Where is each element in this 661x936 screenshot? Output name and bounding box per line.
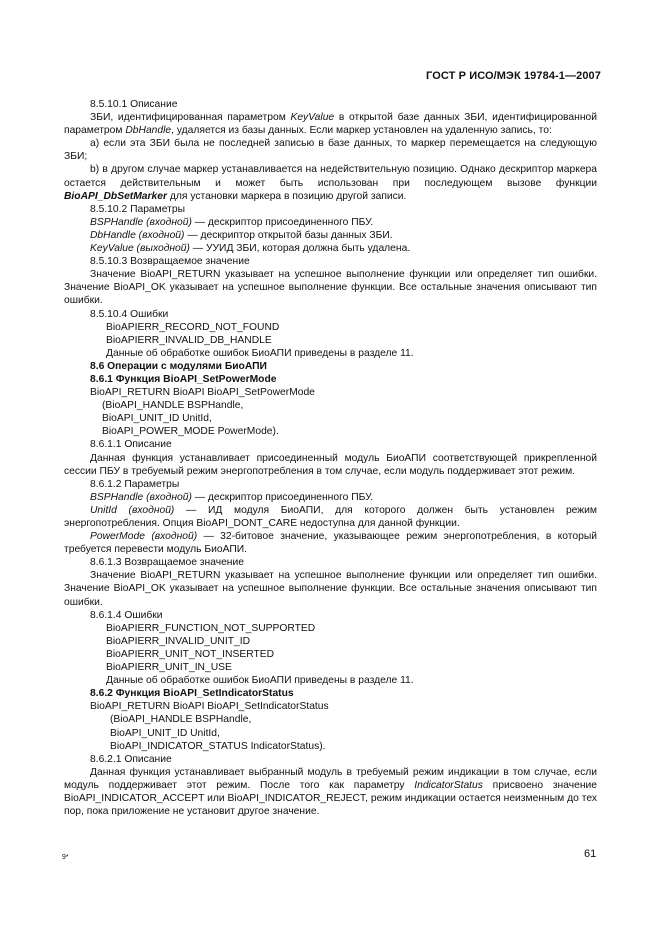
section-heading: 8.6.2.1 Описание xyxy=(90,753,172,765)
footer-mark: 9* xyxy=(62,854,69,861)
paragraph: Данные об обработке ошибок БиоАПИ приведены в разделе 11. xyxy=(106,675,414,687)
section-heading: 8.6.1.2 Параметры xyxy=(90,478,180,490)
code-line: BioAPI_RETURN BioAPI BioAPI_SetIndicatorStatus xyxy=(90,701,329,713)
page-body xyxy=(64,98,597,818)
code-line: BioAPI_POWER_MODE PowerMode). xyxy=(102,426,279,438)
paragraph: Данная функция устанавливает выбранный модуль в требуемый режим индикации в том случае, если модуль поддерживает этот режим. После того как параметру IndicatorStatus присвоено значение BioAPI_INDICATOR_ACCEPT или BioAPI_INDICATOR_REJECT, режим индикации остается неизменным до тех пор, пока приложение не установит другое значение. xyxy=(64,766,597,818)
parameter-line: BSPHandle (входной) — дескриптор присоединенного ПБУ. xyxy=(90,491,374,503)
section-heading: 8.6.1.4 Ошибки xyxy=(90,609,163,621)
section-heading: 8.6.1.1 Описание xyxy=(90,439,172,451)
paragraph: Значение BioAPI_RETURN указывает на успешное выполнение функции или определяет тип ошибки. Значение BioAPI_OK указывает на успешное выполнение функции. Все остальные значения описывают тип ошибки. xyxy=(64,570,597,608)
code-line: BioAPI_INDICATOR_STATUS IndicatorStatus). xyxy=(110,740,326,752)
section-heading: 8.5.10.1 Описание xyxy=(90,99,178,110)
parameter-line: BSPHandle (входной) — дескриптор присоединенного ПБУ. xyxy=(90,216,374,228)
code-line: BioAPI_UNIT_ID UnitId, xyxy=(102,413,212,425)
parameter-line: UnitId (входной) — ИД модуля БиоАПИ, для которого должен быть установлен режим энергопотребления. Опция BioAPI_DONT_CARE недоступна для данной функции. xyxy=(64,504,598,529)
section-heading: 8.5.10.3 Возвращаемое значение xyxy=(90,256,250,268)
code-line: (BioAPI_HANDLE BSPHandle, xyxy=(102,400,244,412)
error-code: BioAPIERR_INVALID_DB_HANDLE xyxy=(106,334,272,346)
section-heading: 8.5.10.2 Параметры xyxy=(90,203,185,215)
code-line: (BioAPI_HANDLE BSPHandle, xyxy=(110,714,252,726)
paragraph: Данные об обработке ошибок БиоАПИ приведены в разделе 11. xyxy=(106,347,414,359)
parameter-line: KeyValue (выходной) — УУИД ЗБИ, которая должна быть удалена. xyxy=(90,243,411,255)
error-code: BioAPIERR_INVALID_UNIT_ID xyxy=(106,635,251,647)
error-code: BioAPIERR_FUNCTION_NOT_SUPPORTED xyxy=(106,622,316,634)
section-heading: 8.6 Операции с модулями БиоАПИ xyxy=(90,360,267,372)
error-code: BioAPIERR_RECORD_NOT_FOUND xyxy=(106,321,280,333)
code-line: BioAPI_RETURN BioAPI BioAPI_SetPowerMode xyxy=(90,387,315,399)
list-item: b) в другом случае маркер устанавливается на недействительную позицию. Однако дескриптор маркера остается действительным и может быть использован при последующем вызове функции BioAPI_DbSetMarker для установки маркера в позицию другой записи. xyxy=(64,164,597,202)
section-heading: 8.5.10.4 Ошибки xyxy=(90,308,169,320)
section-heading: 8.6.1 Функция BioAPI_SetPowerMode xyxy=(90,373,277,385)
error-code: BioAPIERR_UNIT_NOT_INSERTED xyxy=(106,648,275,660)
list-item: a) если эта ЗБИ была не последней записью в базе данных, то маркер перемещается на следующую ЗБИ; xyxy=(64,138,597,163)
document-header: ГОСТ Р ИСО/МЭК 19784-1—2007 xyxy=(426,70,601,82)
page-number: 61 xyxy=(584,848,597,860)
paragraph: ЗБИ, идентифицированная параметром KeyValue в открытой базе данных ЗБИ, идентифицированной параметром DbHandle, удаляется из базы данных. Если маркер установлен на удаленную запись, то: xyxy=(64,112,597,137)
parameter-line: PowerMode (входной) — 32-битовое значение, указывающее режим энергопотребления, в который требуется перевести модуль БиоАПИ. xyxy=(64,531,598,556)
section-heading: 8.6.1.3 Возвращаемое значение xyxy=(90,557,244,569)
code-line: BioAPI_UNIT_ID UnitId, xyxy=(110,727,220,739)
paragraph: Данная функция устанавливает присоединенный модуль БиоАПИ соответствующей прикрепленной сессии ПБУ в требуемый режим энергопотребления в том случае, если модуль поддерживает этот режим. xyxy=(64,452,597,477)
paragraph: Значение BioAPI_RETURN указывает на успешное выполнение функции или определяет тип ошибки. Значение BioAPI_OK указывает на успешное выполнение функции. Все остальные значения описывают тип ошибки. xyxy=(64,269,597,307)
parameter-line: DbHandle (входной) — дескриптор открытой базы данных ЗБИ. xyxy=(90,229,393,241)
error-code: BioAPIERR_UNIT_IN_USE xyxy=(106,662,232,674)
section-heading: 8.6.2 Функция BioAPI_SetIndicatorStatus xyxy=(90,688,294,700)
